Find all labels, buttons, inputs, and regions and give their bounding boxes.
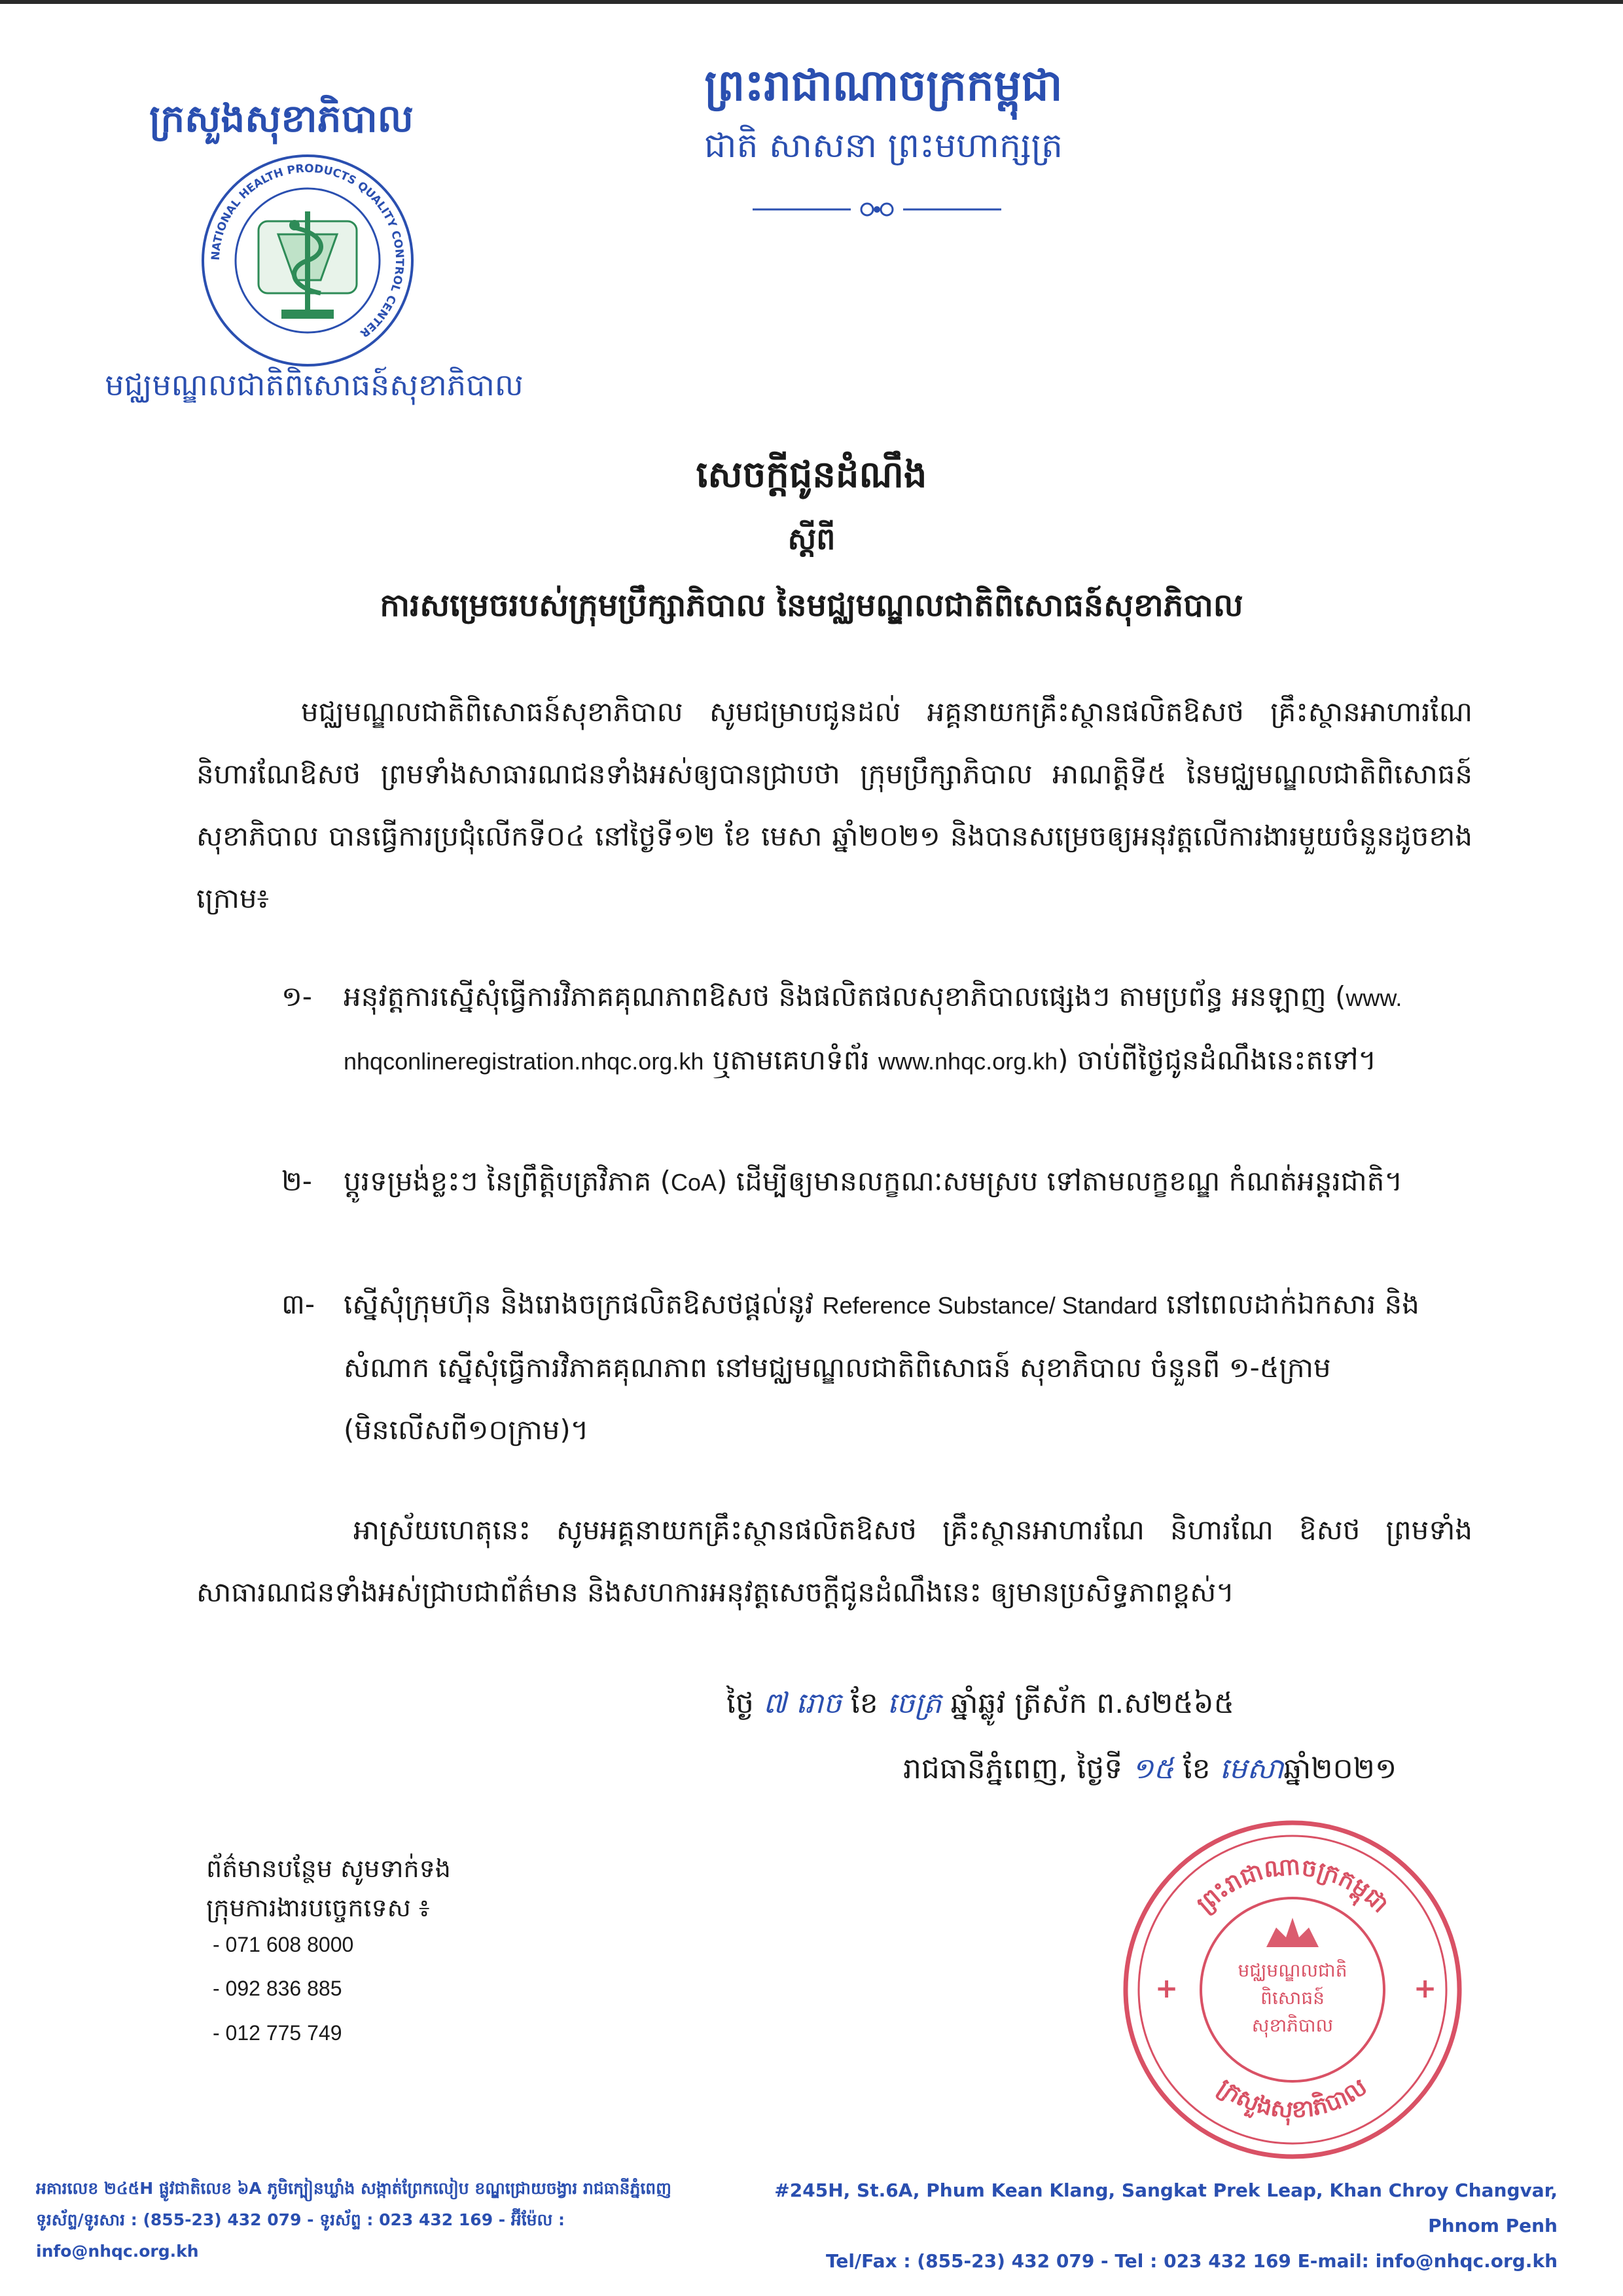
logo-ring-text: NATIONAL HEALTH PRODUCTS QUALITY CONTROL CENTER (209, 162, 406, 340)
list-item (281, 1150, 1479, 1213)
ornament-divider (746, 196, 1008, 223)
phone-number[interactable]: - 012 775 749 (213, 2021, 342, 2045)
official-seal (1116, 1813, 1469, 2166)
handwritten-solar-day: ១៥ (1132, 1752, 1174, 1785)
closing-paragraph: អាស្រ័យហេតុនេះ សូមអគ្គនាយកគ្រឹះស្ថានផលិតឱសថ គ្រឹះស្ថានអាហារណែ និហារណែ ឱសថ ព្រមទាំងសាធារណជនទាំងអស់ជ្រាបជាព័ត៌មាន និងសហការអនុវត្តសេចក្តីជូនដំណឹងនេះ ឲ្យមានប្រសិទ្ធភាពខ្ពស់។ (196, 1514, 1472, 1608)
item-number: ៣- (281, 1288, 315, 1320)
center-name: មជ្ឈមណ្ឌលជាតិពិសោធន៍សុខាភិបាល (105, 367, 524, 403)
item-text: ស្នើសុំក្រុមហ៊ុន និងរោងចក្រផលិតឱសថផ្តល់នូវ Reference Substance/ Standard នៅពេលដាក់ឯកសារ និងសំណាក ស្នើសុំធ្វើការវិភាគគុណភាព នៅមជ្ឈមណ្ឌលជាតិពិសោធន៍ សុខាភិបាល ចំនួនពី ១-៥ក្រាម (មិនលើសពី១០ក្រាម)។ (344, 1288, 1419, 1446)
online-registration-link[interactable]: www. nhqconlineregistration.nhqc.org.kh (344, 984, 1402, 1075)
svg-text:+: + (1155, 1972, 1179, 2004)
phone-number[interactable]: - 071 608 8000 (213, 1933, 354, 1956)
contact-line: ព័ត៌មានបន្ថែម សូមទាក់ទង (206, 1854, 451, 1883)
center-logo (196, 149, 419, 372)
coa-term: CoA (671, 1169, 717, 1196)
footer-address-khmer: អគារលេខ ២៤៥H ផ្លូវជាតិលេខ ៦A ភូមិក្បៀនឃ្លាំង សង្កាត់ព្រែកលៀប ខណ្ឌជ្រោយចង្វារ រាជធានីភ្នំពេញ ទូរស័ព្ទ/ទូរសារ : (855-23) 432 079 - ទូរស័ព្ទ : 023 432 169 - អ៊ីម៉ែល : info@nhqc.org.kh (36, 2179, 671, 2261)
ministry-title: ក្រសួងសុខាភិបាល (149, 96, 414, 141)
handwritten-lunar-month: ចេត្រ (887, 1687, 942, 1720)
item-number: ២- (281, 1165, 312, 1197)
footer-address-english: #245H, St.6A, Phum Kean Klang, Sangkat Prek Leap, Khan Chroy Changvar, Phnom Penh Tel/Fax : (855-23) 432 079 - Tel : 023 432 169 E-mail: info@nhqc.org.kh (774, 2179, 1558, 2272)
national-motto: ជាតិ សាសនា ព្រះមហាក្សត្រ (704, 126, 1063, 166)
phone-number[interactable]: - 092 836 885 (213, 1977, 342, 2000)
contact-line: ក្រុមការងារបច្ចេកទេស ៖ (206, 1893, 430, 1922)
website-link[interactable]: www.nhqc.org.kh (878, 1048, 1058, 1075)
kingdom-title: ព្រះរាជាណាចក្រកម្ពុជា (704, 60, 1063, 111)
handwritten-lunar-day: ៧ រោច (762, 1687, 842, 1720)
item-text: អនុវត្តការស្នើសុំធ្វើការវិភាគគុណភាពឱសថ និងផលិតផលសុខាភិបាលផ្សេងៗ តាមប្រព័ន្ធ អនឡាញ (www. nhqconlineregistration.nhqc.org.kh ឬតាមគេហទំព័រ www.nhqc.org.kh) ចាប់ពីថ្ងៃជូនដំណឹងនេះតទៅ។ (344, 980, 1402, 1076)
seal-bottom-text: ក្រសួងសុខាភិបាល (1213, 2073, 1372, 2124)
seal-center-line: សុខាភិបាល (1251, 2015, 1334, 2036)
list-item (281, 965, 1479, 1092)
seal-center-line: មជ្ឈមណ្ឌលជាតិ (1238, 1960, 1347, 1981)
lunar-date: ថ្ងៃ ៧ រោច ខែ ចេត្រ ឆ្នាំឆ្លូវ ត្រីស័ក ព.ស២៥៦៥ (726, 1687, 1234, 1720)
document-subject: ការសម្រេចរបស់ក្រុមប្រឹក្សាភិបាល នៃមជ្ឈមណ្ឌលជាតិពិសោធន៍សុខាភិបាល (380, 587, 1243, 624)
item-text: ប្តូរទម្រង់ខ្លះៗ នៃព្រឹត្តិបត្រវិភាគ (CoA) ដើម្បីឲ្យមានលក្ខណៈសមស្រប ទៅតាមលក្ខខណ្ឌ កំណត់អន្តរជាតិ។ (344, 1165, 1403, 1197)
reference-substance-term: Reference Substance/ Standard (822, 1292, 1158, 1319)
seal-center-line: ពិសោធន៍ (1260, 1987, 1325, 2009)
seal-top-text: ព្រះរាជាណាចក្រកម្ពុជា (1192, 1853, 1394, 1918)
top-border (0, 0, 1623, 4)
list-item (281, 1273, 1479, 1461)
document-about: ស្តីពី (787, 521, 836, 556)
solar-date: រាជធានីភ្នំពេញ, ថ្ងៃទី ១៥ ខែ មេសាឆ្នាំ២០២១ (903, 1752, 1397, 1785)
document-title: សេចក្តីជូនដំណឹង (696, 454, 927, 496)
svg-text:+: + (1414, 1972, 1437, 2004)
contact-info (206, 1849, 664, 1928)
intro-paragraph: មជ្ឈមណ្ឌលជាតិពិសោធន៍សុខាភិបាល សូមជម្រាបជូនដល់ អគ្គនាយកគ្រឹះស្ថានផលិតឱសថ គ្រឹះស្ថានអាហារណែ និហារណែឱសថ ព្រមទាំងសាធារណជនទាំងអស់ឲ្យបានជ្រាបថា ក្រុមប្រឹក្សាភិបាល អាណត្តិទី៥ នៃមជ្ឈមណ្ឌលជាតិពិសោធន៍សុខាភិបាល បានធ្វើការប្រជុំលើកទី០៤ នៅថ្ងៃទី១២ ខែ មេសា ឆ្នាំ២០២១ និងបានសម្រេចឲ្យអនុវត្តលើការងារមួយចំនួនដូចខាងក្រោម៖ (196, 696, 1472, 914)
svg-text:ព្រះរាជាណាចក្រកម្ពុជា (1192, 1853, 1393, 1918)
handwritten-solar-month: មេសា (1219, 1752, 1284, 1785)
item-number: ១- (281, 980, 312, 1013)
